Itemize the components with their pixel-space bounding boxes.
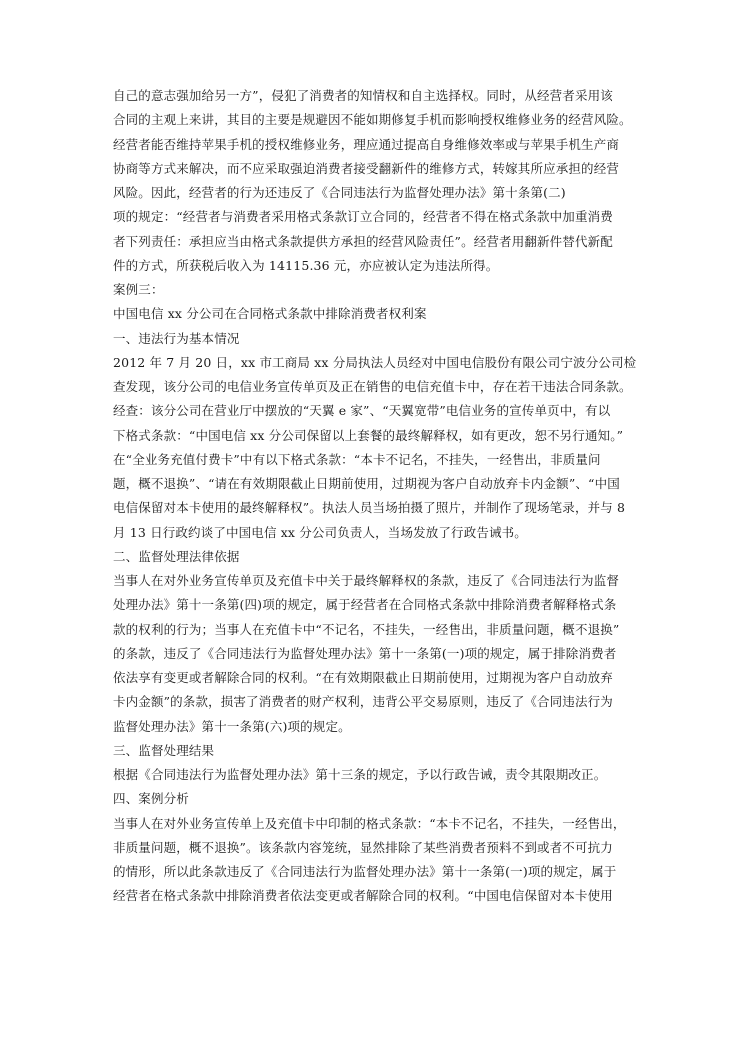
section-heading: 三、监督处理结果: [113, 742, 215, 758]
section-heading: 四、案例分析: [113, 791, 189, 807]
body-line: 根据《合同违法行为监督处理办法》第十三条的规定，予以行政告诫，责令其限期改正。: [113, 767, 607, 782]
body-line: 处理办法》第十一条第(四)项的规定，属于经营者在合同格式条款中排除消费者解释格式条: [113, 597, 617, 613]
body-line: 当事人在对外业务宣传单上及充值卡中印制的格式条款：“本卡不记名，不挂失，一经售出，: [113, 815, 626, 831]
body-line: 监督处理办法》第十一条第(六)项的规定。: [113, 718, 351, 734]
body-line: 查发现，该分公司的电信业务宣传单页及正在销售的电信充值卡中，存在若干违法合同条款。: [113, 379, 632, 394]
body-line: 的情形，所以此条款违反了《合同违法行为监督处理办法》第十一条第(一)项的规定，属于: [113, 864, 617, 879]
body-line: 的条款，违反了《合同违法行为监督处理办法》第十一条第(一)项的规定，属于排除消费者: [113, 645, 617, 661]
body-line: 项的规定：“经营者与消费者采用格式条款订立合同的，经营者不得在格式条款中加重消费: [113, 209, 613, 225]
body-line: 风险。因此，经营者的行为还违反了《合同违法行为监督处理办法》第十条第(二): [113, 185, 566, 200]
body-line: 合同的主观上来讲，其目的主要是规避因不能如期修复手机而影响授权维修业务的经营风险。: [113, 112, 632, 128]
body-line: 电信保留对本卡使用的最终解释权”。执法人员当场拍摄了照片，并制作了现场笔录，并与 8: [113, 500, 626, 516]
case-title: 中国电信 xx 分公司在合同格式条款中排除消费者权利案: [113, 306, 427, 322]
body-line: 非质量问题，概不退换”。该条款内容笼统，显然排除了某些消费者预料不到或者不可抗力: [113, 839, 613, 855]
body-line: 题，概不退换”、“请在有效期限截止日期前使用，过期视为客户自动放弃卡内金额”、“中国: [113, 476, 620, 491]
body-line: 月 13 日行政约谈了中国电信 xx 分公司负责人，当场发放了行政告诫书。: [113, 524, 527, 540]
section-heading: 二、监督处理法律依据: [113, 548, 240, 564]
body-line: 2012 年 7 月 20 日，xx 市工商局 xx 分局执法人员经对中国电信股份有限公司宁波分公司检: [113, 354, 637, 370]
section-heading: 一、违法行为基本情况: [113, 330, 240, 346]
body-line: 在“全业务充值付费卡”中有以下格式条款：“本卡不记名，不挂失，一经售出，非质量问: [113, 451, 601, 467]
body-line: 当事人在对外业务宣传单页及充值卡中关于最终解释权的条款，违反了《合同违法行为监督: [113, 573, 620, 588]
body-line: 依法享有变更或者解除合同的权利。“在有效期限截止日期前使用，过期视为客户自动放弃: [113, 670, 613, 685]
body-line: 经营者能否维持苹果手机的授权维修业务，理应通过提高自身维修效率或与苹果手机生产商: [113, 136, 620, 152]
document-body: [113, 84, 641, 909]
body-line: 款的权利的行为；当事人在充值卡中“不记名，不挂失，一经售出，非质量问题，概不退换”: [113, 621, 620, 637]
body-line: 件的方式，所获税后收入为 14115.36 元，亦应被认定为违法所得。: [113, 257, 499, 273]
body-line: 经查：该分公司在营业厅中摆放的“天翼 e 家”、“天翼宽带”电信业务的宣传单页中，有以: [113, 403, 611, 419]
body-line: 经营者在格式条款中排除消费者依法变更或者解除合同的权利。“中国电信保留对本卡使用: [113, 888, 613, 904]
body-line: 自己的意志强加给另一方”，侵犯了消费者的知情权和自主选择权。同时，从经营者采用该: [113, 88, 613, 103]
body-line: 卡内金额”的条款，损害了消费者的财产权利，违背公平交易原则，违反了《合同违法行为: [113, 694, 613, 710]
body-line: 者下列责任：承担应当由格式条款提供方承担的经营风险责任”。经营者用翻新件替代新配: [113, 233, 613, 249]
body-line: 下格式条款：“中国电信 xx 分公司保留以上套餐的最终解释权，如有更改，恕不另行通知。”: [113, 427, 624, 443]
body-line: 协商等方式来解决，而不应采取强迫消费者接受翻新件的维修方式，转嫁其所应承担的经营: [113, 160, 620, 176]
case-heading: 案例三：: [113, 282, 164, 297]
